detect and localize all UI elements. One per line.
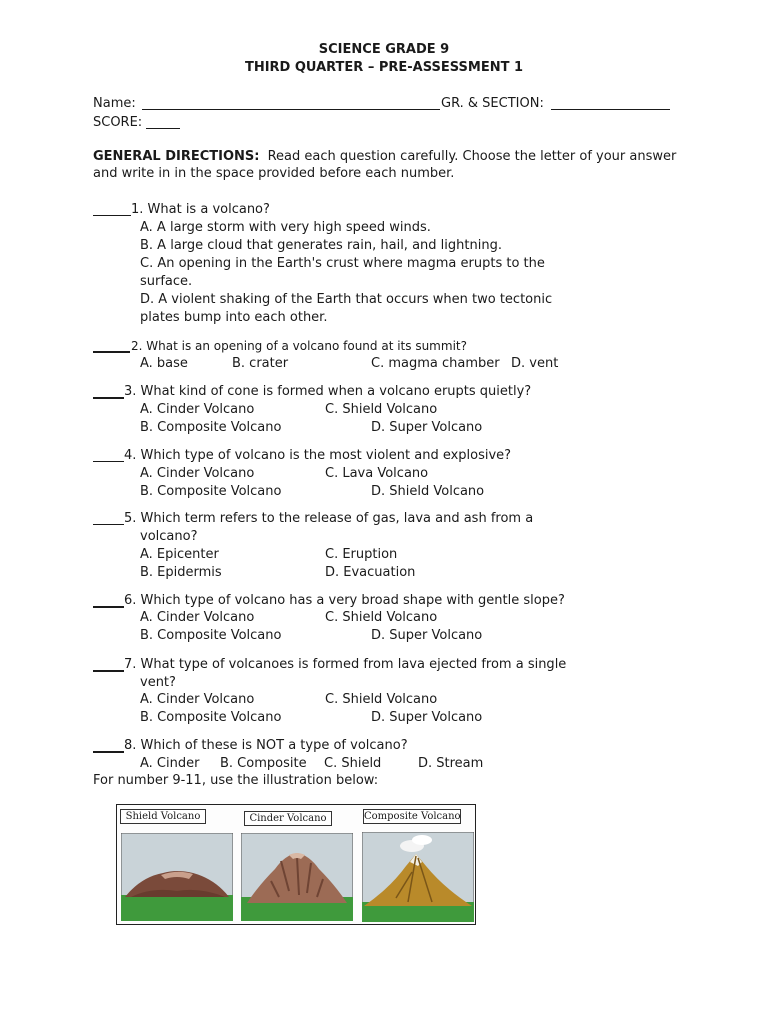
q5-option-a: A. Epicenter xyxy=(140,547,219,562)
shield-volcano-image xyxy=(121,833,233,921)
q5-option-c: C. Eruption xyxy=(325,547,398,562)
q8-stem: 8. Which of these is NOT a type of volcano? xyxy=(124,738,408,753)
q3-option-a: A. Cinder Volcano xyxy=(140,402,255,417)
q5-stem: 5. Which term refers to the release of gas, lava and ash from a xyxy=(124,511,534,526)
answer-blank-8[interactable] xyxy=(93,751,124,753)
q1-option-c: C. An opening in the Earth's crust where magma erupts to the xyxy=(140,256,545,271)
directions-text-2: and write in in the space provided before each number. xyxy=(93,166,455,181)
q3-option-b: B. Composite Volcano xyxy=(140,420,282,435)
q8-option-b: B. Composite xyxy=(220,756,307,771)
worksheet-title: SCIENCE GRADE 9 xyxy=(318,42,450,57)
composite-volcano-image xyxy=(362,832,474,922)
directions-label: GENERAL DIRECTIONS: xyxy=(93,149,260,164)
q2-option-b: B. crater xyxy=(232,356,289,371)
q1-stem: 1. What is a volcano? xyxy=(131,202,270,217)
q7-option-b: B. Composite Volcano xyxy=(140,710,282,725)
directions-text-1: Read each question carefully. Choose the letter of your answer xyxy=(267,149,677,164)
volcano-illustration xyxy=(116,804,476,925)
answer-blank-7[interactable] xyxy=(93,670,124,672)
worksheet-subtitle: THIRD QUARTER – PRE-ASSESSMENT 1 xyxy=(244,60,524,75)
q2-option-a: A. base xyxy=(140,356,188,371)
illustration-intro: For number 9-11, use the illustration below: xyxy=(93,773,379,788)
q2-stem: 2. What is an opening of a volcano found at its summit? xyxy=(131,339,467,353)
q1-option-b: B. A large cloud that generates rain, hail, and lightning. xyxy=(140,238,502,253)
section-blank[interactable] xyxy=(551,109,670,110)
answer-blank-3[interactable] xyxy=(93,397,124,399)
directions-line-1 xyxy=(93,149,676,164)
q6-option-a: A. Cinder Volcano xyxy=(140,610,255,625)
section-label: GR. & SECTION: xyxy=(441,96,544,111)
q4-option-d: D. Shield Volcano xyxy=(371,484,485,499)
name-blank[interactable] xyxy=(142,109,440,110)
q8-option-a: A. Cinder xyxy=(140,756,200,771)
q6-option-b: B. Composite Volcano xyxy=(140,628,282,643)
q8-option-d: D. Stream xyxy=(418,756,484,771)
answer-blank-5[interactable] xyxy=(93,524,124,525)
cinder-volcano-image xyxy=(241,833,353,921)
score-label: SCORE: xyxy=(93,115,143,130)
answer-blank-2[interactable] xyxy=(93,351,130,353)
cinder-volcano-label: Cinder Volcano xyxy=(244,811,332,826)
shield-volcano-label: Shield Volcano xyxy=(120,809,206,824)
q5-option-d: D. Evacuation xyxy=(325,565,416,580)
answer-blank-1[interactable] xyxy=(93,215,131,216)
q6-stem: 6. Which type of volcano has a very broad shape with gentle slope? xyxy=(124,593,565,608)
composite-volcano-label: Composite Volcano xyxy=(364,811,461,822)
q1-option-a: A. A large storm with very high speed winds. xyxy=(140,220,431,235)
q7-option-d: D. Super Volcano xyxy=(371,710,483,725)
q2-option-d: D. vent xyxy=(511,356,559,371)
q3-option-c: C. Shield Volcano xyxy=(325,402,438,417)
q3-stem: 3. What kind of cone is formed when a volcano erupts quietly? xyxy=(124,384,532,399)
score-blank[interactable] xyxy=(146,128,180,129)
q7-option-a: A. Cinder Volcano xyxy=(140,692,255,707)
q5-stem-cont: volcano? xyxy=(140,529,198,544)
q4-option-a: A. Cinder Volcano xyxy=(140,466,255,481)
name-label: Name: xyxy=(93,96,136,111)
q7-stem-cont: vent? xyxy=(140,675,176,690)
q1-option-d-cont: plates bump into each other. xyxy=(140,310,328,325)
q6-option-d: D. Super Volcano xyxy=(371,628,483,643)
answer-blank-4[interactable] xyxy=(93,461,124,462)
q1-option-c-cont: surface. xyxy=(140,274,193,289)
answer-blank-6[interactable] xyxy=(93,606,124,608)
q1-option-d: D. A violent shaking of the Earth that occurs when two tectonic xyxy=(140,292,553,307)
q4-stem: 4. Which type of volcano is the most violent and explosive? xyxy=(124,448,512,463)
q3-option-d: D. Super Volcano xyxy=(371,420,483,435)
q7-stem: 7. What type of volcanoes is formed from lava ejected from a single xyxy=(124,657,567,672)
q8-option-c: C. Shield xyxy=(324,756,382,771)
q5-option-b: B. Epidermis xyxy=(140,565,222,580)
q7-option-c: C. Shield Volcano xyxy=(325,692,438,707)
q4-option-c: C. Lava Volcano xyxy=(325,466,429,481)
q4-option-b: B. Composite Volcano xyxy=(140,484,282,499)
q2-option-c: C. magma chamber xyxy=(371,356,500,371)
q6-option-c: C. Shield Volcano xyxy=(325,610,438,625)
